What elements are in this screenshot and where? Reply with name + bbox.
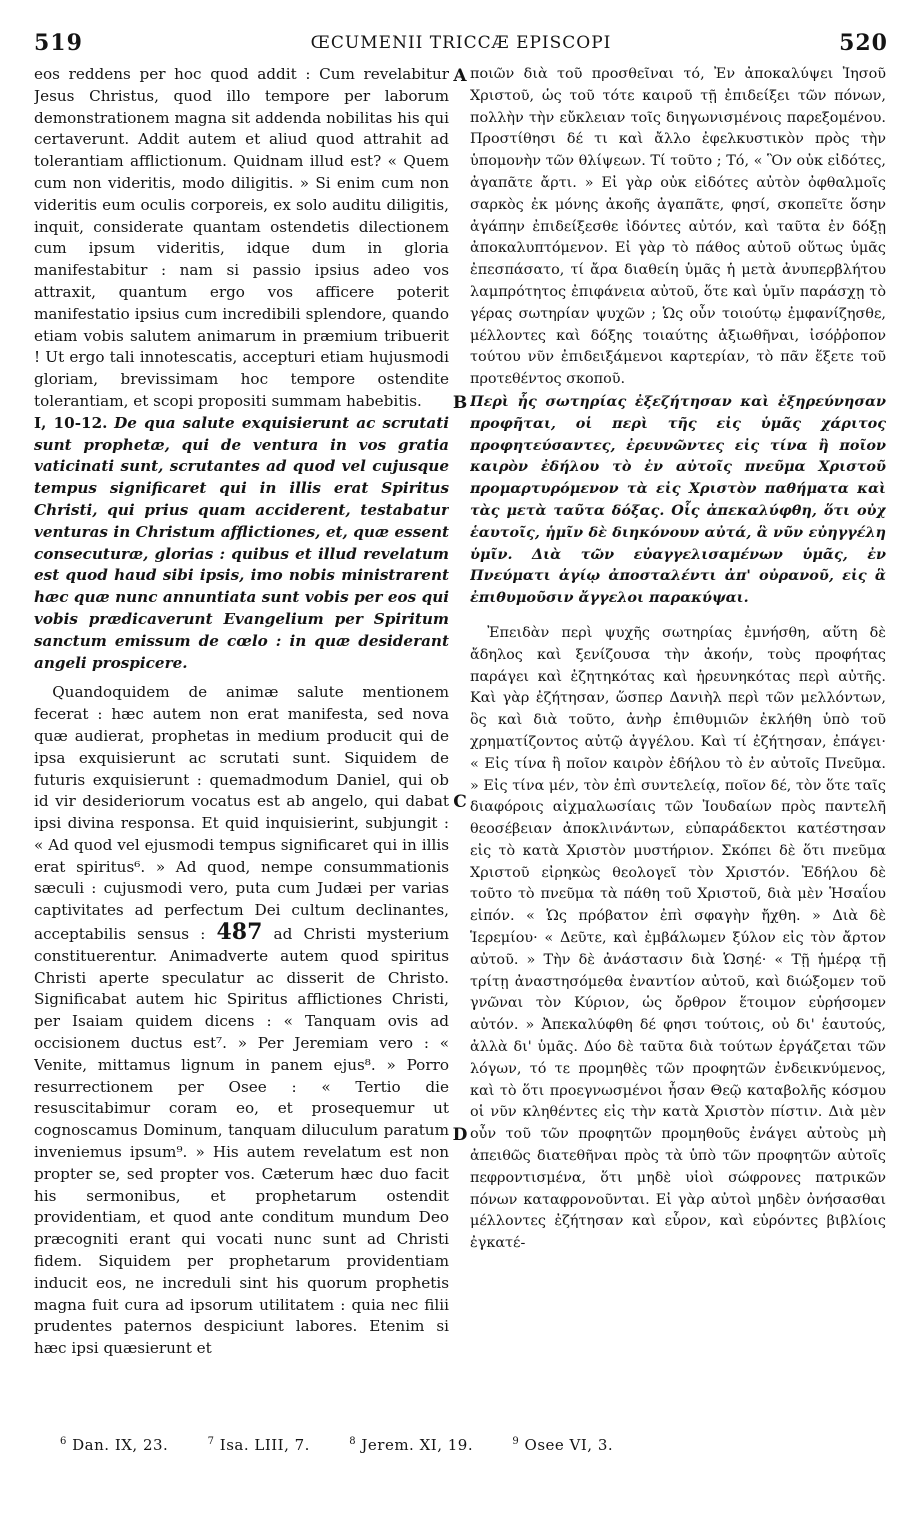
page-number-left: 519 [34,30,83,56]
latin-commentary-part1: Quandoquidem de animæ salute mentionem fecerat : hæc autem non erat manifesta, sed nova quæ audierat, prophetas in medium producit qui de ipsa exquisierunt ac scrutati sunt. Siquidem de futuris exquisierunt : quemadmodum Daniel, qui ob id vir desideriorum vocatus est ab angelo, qui dabat ipsi divina responsa. Et quid inquisierint, subjungit : « Ad quod vel ejusmodi tempus significaret qui in illis erat spiritus⁶. » Ad quod, nempe consummationis sæculi : cujusmodi vero, puta cum Judæi per varias captivitates ad perfectum Dei cultum declinantes, acceptabilis sensus : [34,683,449,944]
margin-marker-d: D [452,1125,468,1145]
latin-commentary-part2: ad Christi mysterium constituerentur. Animadverte autem quod spiritus Christi aperte speculatur ac disserit de Christo. Significabat autem hic Spiritus afflictiones Christi, per Isaiam quidem dicens : « Tanquam ovis ad occisionem ductus est⁷. » Per Jeremiam vero : « Venite, mittamus lignum in panem ejus⁸. » Porro resurrectionem per Osee : « Tertio die resuscitabimur coram eo, et prosequemur ut cognoscamus Dominum, tanquam diluculum paratum inveniemus ipsum⁹. » His autem revelatum est non propter se, sed propter vos. Cæterum hæc duo facit his sermonibus, et prophetarum ostendit providentiam, et quod ante conditum mundum Deo præcogniti erant qui vocati nunc sunt ad Christi fidem. Siquidem per prophetarum providentiam inducit eos, ne increduli sint his quorum prophetis magna fuit cura ad ipsorum utilitatem : quia nec filii prudentes paternos despiciunt labores. Etenim si hæc ipsi quæsierunt et [34,925,449,1358]
latin-commentary [34,682,449,1360]
page-marker: 487 [216,919,263,946]
running-title: ŒCUMENII TRICCÆ EPISCOPI [310,33,612,53]
latin-verse-block [34,413,449,675]
margin-marker-c: C [453,792,467,812]
footnote: $^6$ Dan. IX, 23. [60,1436,169,1454]
greek-verse-text: Περὶ ἧς σωτηρίας ἐξεζήτησαν καὶ ἐξηρεύνησαν προφῆται, οἱ περὶ τῆς εἰς ὑμᾶς χάριτος προφητεύσαντες, ἐρευνῶντες εἰς τίνα ἢ ποῖον καιρὸν ἐδήλου τὸ ἐν αὐτοῖς πνεῦμα Χριστοῦ προμαρτυρόμενον τὰ εἰς Χριστὸν παθήματα καὶ τὰς μετὰ ταῦτα δόξας. Οἷς ἀπεκαλύφθη, ὅτι οὐχ ἑαυτοῖς, ἡμῖν δὲ διηκόνουν αὐτά, ἃ νῦν εὐηγγέλη ὑμῖν. Διὰ τῶν εὐαγγελισαμένων ὑμᾶς, ἐν Πνεύματι ἁγίῳ ἀποσταλέντι ἀπ' οὐρανοῦ, εἰς ἃ ἐπιθυμοῦσιν ἄγγελοι παρακύψαι. [470,392,886,607]
margin-marker-a: A [453,66,467,86]
latin-paragraph: eos reddens per hoc quod addit : Cum revelabitur Jesus Christus, quod illo tempore per laborum demonstrationem magna sit addenda nobilitas his qui certaverunt. Addit autem et aliud quod attrahit ad tolerantiam afflictionum. Quidnam illud est? « Quem cum non videritis, modo diligitis. » Si enim cum non videritis eum oculis corporeis, ex solo auditu diligitis, inquit, considerate quantam ostendetis dilectionem cum ipsum videritis, idque dum in gloria manifestabitur : nam si passio ipsius adeo vos attraxit, quantum ergo vos afficere poterit manifestatio ipsius cum incredibili splendore, quando etiam vobis salutem animarum in præmium tribuerit ! Ut ergo tali innotescatis, accepturi etiam hujusmodi gloriam, brevissimam hoc tempore ostendite tolerantiam, et scopi propositi summam habebitis. [34,65,449,410]
greek-column [470,64,886,1412]
footnote: $^9$ Osee VI, 3. [512,1436,614,1454]
footnote: $^8$ Jerem. XI, 19. [349,1436,474,1454]
footnotes [60,1436,888,1454]
verse-reference: I, 10-12. [34,413,108,432]
margin-marker-b: B [452,393,468,413]
page-header [34,30,888,60]
latin-column [34,64,449,1412]
greek-commentary: Ἐπειδὰν περὶ ψυχῆς σωτηρίας ἐμνήσθη, αὕτη δὲ ἄδηλος καὶ ξενίζουσα τὴν ἀκοήν, τοὺς προφήτας παράγει καὶ ἐζητηκότας καὶ ἠρευνηκότας περὶ αὐτῆς. Καὶ γὰρ ἐζήτησαν, ὥσπερ Δανιὴλ περὶ τῶν μελλόντων, ὃς καὶ διὰ τοῦτο, ἀνὴρ ἐπιθυμιῶν ἐκλήθη ὑπὸ τοῦ χρηματίζοντος αὐτῷ ἀγγέλου. Καὶ τί ἐζήτησαν, ἐπάγει· « Εἰς τίνα ἢ ποῖον καιρὸν ἐδήλου τὸ ἐν αὐτοῖς Πνεῦμα. » Εἰς τίνα μέν, τὸν ἐπὶ συντελείᾳ, ποῖον δέ, τὸν ὅτε ταῖς διαφόροις αἰχμαλωσίαις τῶν Ἰουδαίων πρὸς παντελῆ θεοσέβειαν ἀποκλινάντων, εὐπαράδεκτοι κατέστησαν εἰς τὸ κατὰ Χριστὸν μυστήριον. Σκόπει δὲ ὅτι πνεῦμα Χριστοῦ εἰρηκὼς θεολογεῖ τὸν Χριστόν. Ἐδήλου δὲ τοῦτο τὸ πνεῦμα τὰ πάθη τοῦ Χριστοῦ, διὰ μὲν Ἡσαΐου εἰπόν. « Ὡς πρόβατον ἐπὶ σφαγὴν ἤχθη. » Διὰ δὲ Ἱερεμίου· « Δεῦτε, καὶ ἐμβάλωμεν ξύλον εἰς τὸν ἄρτον αὐτοῦ. » Τὴν δὲ ἀνάστασιν διὰ Ὡσηέ· « Τῇ ἡμέρᾳ τῇ τρίτῃ ἀναστησόμεθα ἐναντίον αὐτοῦ, καὶ διώξομεν τοῦ γνῶναι τὸν Κύριον, ὡς ὄρθρον ἕτοιμον εὑρήσομεν αὐτόν. » Ἀπεκαλύφθη δέ φησι τούτοις, οὐ δι' ἑαυτούς, ἀλλὰ δι' ὑμᾶς. Δύο δὲ ταῦτα διὰ τούτων ἐργάζεται τῶν λόγων, τό τε προμηθὲς τῶν προφητῶν ἐνδεικνύμενος, καὶ τὸ ὅτι προεγνωσμένοι ἦσαν Θεῷ καταβολῆς κόσμου οἱ νῦν κληθέντες εἰς τὴν κατὰ Χριστὸν πίστιν. Διὰ μὲν οὖν τοῦ τῶν προφητῶν προμηθοῦς ἐνάγει αὐτοὺς μὴ ἀπειθῶς διατεθῆναι πρὸς τὰ ὑπὸ τῶν προφητῶν αὐτοῖς πεφροντισμένα, ὅτι μηδὲ υἱοὶ σώφρονες πατρικῶν πόνων καταφρονοῦνται. Εἰ γὰρ αὐτοὶ μηδὲν ὀνήσασθαι μέλλοντες ἐζήτησαν καὶ εὗρον, καὶ εὑρόντες βιβλίοις ἐγκατέ- [470,624,886,1252]
page-number-right: 520 [839,30,888,56]
footnote: $^7$ Isa. LIII, 7. [207,1436,310,1454]
greek-paragraph: ποιῶν διὰ τοῦ προσθεῖναι τό, Ἐν ἀποκαλύψει Ἰησοῦ Χριστοῦ, ὡς τοῦ τότε καιροῦ τῇ ἐπιδείξει τῶν πόνων, πολλὴν τὴν εὔκλειαν τοῖς διηγωνισμένοις παρεξομένου. Προστίθησι δέ τι καὶ ἄλλο ἐφελκυστικὸν πρὸς τὴν ὑπομονὴν τῶν θλίψεων. Τί τοῦτο ; Τό, « Ὃν οὐκ εἰδότες, ἀγαπᾶτε ἄρτι. » Εἰ γὰρ οὐκ εἰδότες αὐτὸν ὀφθαλμοῖς σαρκὸς ἐκ μόνης ἀκοῆς ἀγαπᾶτε, φησί, σκοπεῖτε ὅσην ἀγάπην ἐπιδείξεσθε ἰδόντες αὐτόν, καὶ ταῦτα ἐν δόξῃ ἀποκαλυπτόμενον. Εἰ γὰρ τὸ πάθος αὐτοῦ οὕτως ὑμᾶς ἐπεσπάσατο, τί ἄρα διαθείη ὑμᾶς ἡ μετὰ ἀνυπερβλήτου λαμπρότητος ἐπιφάνεια αὐτοῦ, ὅτε καὶ ὑμῖν παράσχῃ τὸ γέρας σωτηρίαν ψυχῶν ; Ὡς οὖν τοιούτῳ ἐμφανίζησθε, μέλλοντες καὶ δόξης τοιαύτης ἀξιωθῆναι, ἰσόῤῥοπον τούτου νῦν ἐπιδειξάμενοι καρτερίαν, τὸ πᾶν ἕξετε τοῦ προτεθέντος σκοποῦ. [470,66,886,388]
latin-verse-text: De qua salute exquisierunt ac scrutati sunt prophetæ, qui de ventura in vos gratia vaticinati sunt, scrutantes ad quod vel cujusque tempus significaret qui in illis erat Spiritus Christi, qui prius quam acciderent, testabatur venturas in Christum afflictiones, et, quæ essent consecuturæ, glorias : quibus et illud revelatum est quod haud sibi ipsis, imo nobis ministrarent hæc quæ nunc annuntiata sunt vobis per eos qui vobis prædicaverunt Evangelium per Spiritum sanctum emissum de cœlo : in quæ desiderant angeli prospicere. [34,413,449,672]
